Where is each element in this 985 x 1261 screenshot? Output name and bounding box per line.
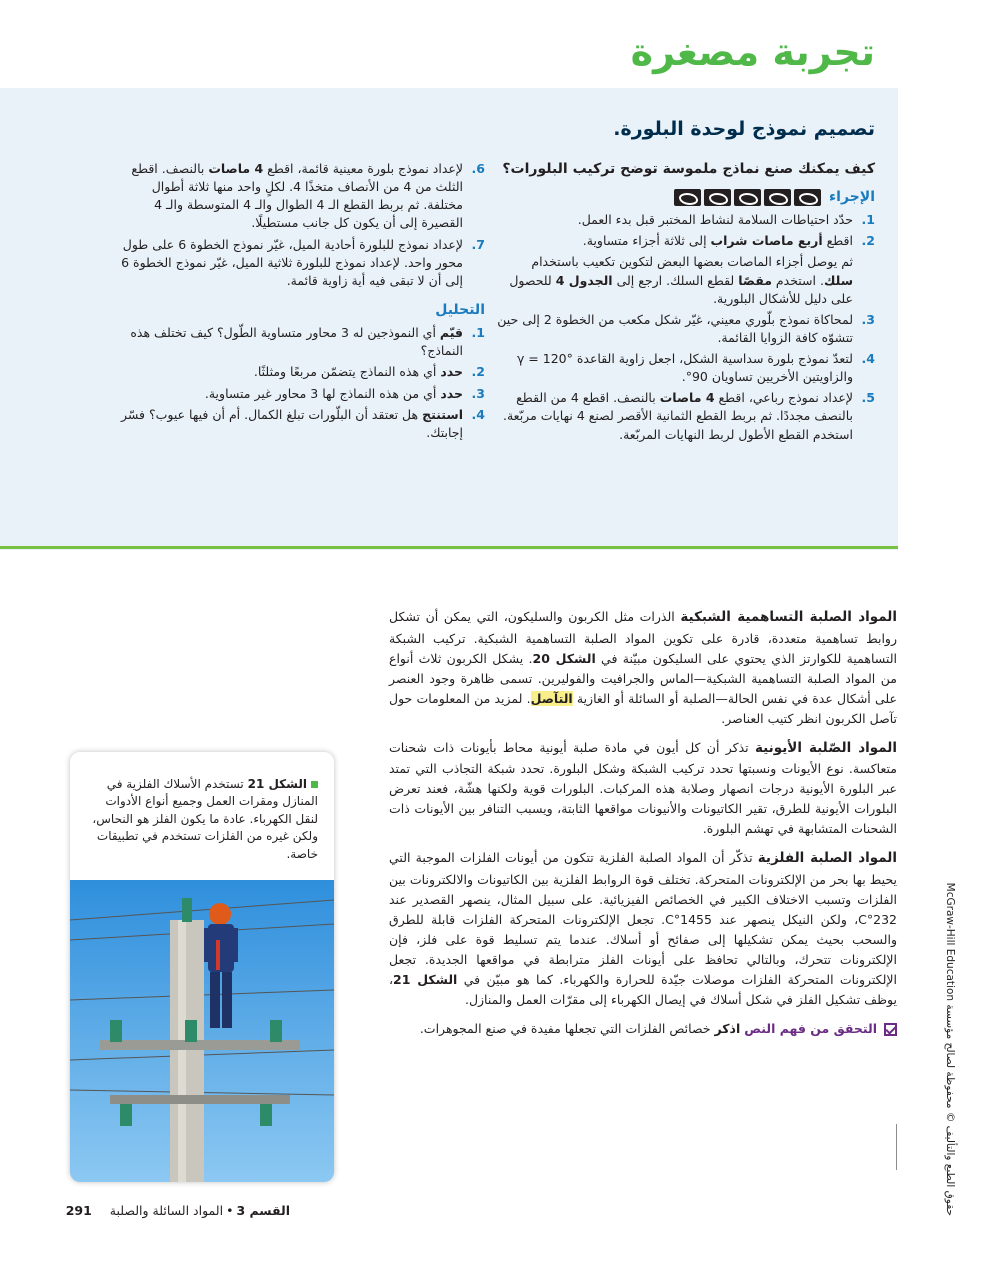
- step-number: 1.: [861, 212, 875, 228]
- analysis-text: حدد أي هذه النماذج يتضمّن مربعًا ومثلثًا.: [253, 364, 463, 380]
- analysis-number: 4.: [471, 406, 485, 422]
- sharp-object-icon: [764, 189, 791, 206]
- page-footer: القسم 3•المواد السائلة والصلبة291: [65, 1203, 290, 1218]
- paragraph-heading: المواد الصلبة التساهمية الشبكية: [680, 609, 897, 625]
- paragraph-metallic-solids: المواد الصلبة الفلزية تذكّر أن المواد الصلبة الفلزية تتكون من أيونات الفلزات الموجبة التي يحيط بها بحر من الإلكترونات المتحركة. تختلف قوة الروابط الفلزية بين الكاتيونات والالكترونات بين الفلزات وتسبب الاختلاف الكبير في الخصائص الفيزيائية. على سبيل المثال، ينصهر القصدير عند 232°C، ولكن النيكل ينصهر عند 1455°C. تجعل الإلكترونات المتحركة الفلزات قابلة للطرق والسحب بحيث يمكن تشكيلها إلى صفائح أو أسلاك. عندما يتم تسليط قوة على فلز، فإن الإلكترونات تتحرك، وبالتالي تحافظ على أيونات الفلز مترابطة في مواقعها الجديدة. تجعل الإلكترونات المتحركة الفلزات موصلات جيّدة للحرارة والكهرباء. كما هو مبيّن في الشكل 21، يوظف تشكيل الفلز في شكل أسلاك في إيصال الكهرباء إلى مقرّات العمل والمنازل.: [389, 850, 898, 1007]
- figure-reference[interactable]: الشكل 21: [393, 971, 458, 987]
- procedure-step-6: [110, 160, 485, 233]
- footer-title: المواد السائلة والصلبة: [109, 1203, 224, 1218]
- reading-check-rule: [896, 1124, 897, 1170]
- hand-wash-icon: [734, 189, 761, 206]
- procedure-step-3: [497, 311, 875, 347]
- procedure-label-row: [497, 187, 875, 207]
- step-text: لإعداد نموذج رباعي، اقطع 4 ماصات بالنصف. اقطع 4 من القطع بالنصف مجددًا. ثم بربط القطع الثمانية الأقصر لصنع 4 نهايات مربّعة. استخدم القطع الأطول لربط النهايات المربّعة.: [502, 390, 853, 442]
- analysis-number: 3.: [471, 385, 485, 401]
- procedure-step-2: [497, 232, 875, 250]
- clothing-protection-icon: [794, 189, 821, 206]
- analysis-text: استنتج هل تعتقد أن البلّورات تبلغ الكمال. أم أن فيها عيوب؟ فسّر إجابتك.: [120, 406, 463, 440]
- analysis-text: حدد أي من هذه النماذج لها 3 محاور غير متساوية.: [204, 385, 463, 401]
- electrician-on-pole-photo: [70, 880, 334, 1182]
- safety-icons: [674, 189, 821, 206]
- step-text: لإعداد نموذج للبلورة أحادية الميل، غيّر نموذج الخطوة 6 على طول محور واحد. لإعداد نموذج للبلورة ثلاثية الميل، غيّر نموذج الخطوة 6 إلى أن لا تبقى فيه أية زاوية قائمة.: [121, 236, 463, 288]
- figure-reference[interactable]: الشكل 20: [532, 650, 596, 666]
- lab-procedure-column: [497, 160, 875, 447]
- caption-marker-icon: [311, 781, 318, 788]
- step-number: 5.: [861, 390, 875, 406]
- step-number: 4.: [861, 351, 875, 367]
- paragraph-heading: المواد الصّلبة الأيونية: [754, 739, 897, 756]
- checkbox-icon: [884, 1023, 897, 1036]
- step-number: 6.: [471, 161, 485, 176]
- footer-unit: القسم 3: [236, 1203, 290, 1218]
- vocabulary-term[interactable]: التآصل: [530, 690, 573, 706]
- goggles-icon: [674, 189, 701, 206]
- analysis-item-4: [110, 406, 485, 442]
- analysis-number: 1.: [471, 325, 485, 341]
- lab-question: كيف يمكنك صنع نماذج ملموسة توضح تركيب البلورات؟: [502, 161, 875, 177]
- paragraph-heading: المواد الصلبة الفلزية: [757, 850, 898, 867]
- analysis-text: قيّم أي النموذجين له 3 محاور متساوية الطّول؟ كيف تختلف هذه النماذج؟: [130, 325, 463, 359]
- analysis-item-3: [110, 385, 485, 403]
- step-text: لإعداد نموذج بلورة معينية قائمة، اقطع 4 ماصات بالنصف. اقطع الثلث من 4 من الأنصاف متخذًا 4. لكلٍ واحد منها ثلاثة أطوال مختلفة. ثم بربط القطع الـ 4 الطوال والـ 4 المتوسطة والـ 4 القصيرة إلى أن يكون كل جانب مستطيلًا.: [131, 161, 463, 231]
- procedure-step-7: [110, 236, 485, 290]
- figure-caption: الشكل 21 تستخدم الأسلاك الفلزية في المنازل ومقرات العمل وجميع أنواع الأدوات لنقل الكهرباء. عادة ما يكون الفلز هو النحاس، ولكن غيره من الفلزات تستخدم في تطبيقات خاصة.: [92, 777, 318, 861]
- step-number: 3.: [861, 311, 875, 327]
- step-text: لتعدّ نموذج بلورة سداسية الشكل، اجعل زاوية القاعدة γ = 120° والزاويتين الأخريين تساويان 90°.: [516, 351, 853, 385]
- mini-lab-subheading: تصميم نموذج لوحدة البلورة.: [613, 118, 875, 140]
- step-text: حدّد احتياطات السلامة لنشاط المختبر قبل بدء العمل.: [577, 212, 853, 228]
- procedure-step-2-continued: ثم يوصل أجزاء الماصات بعضها البعض لتكوين تكعيب باستخدام سلك. استخدم مقصًا لقطع السلك. ارجع إلى الجدول 4 للحصول على دليل للأشكال البلورية.: [509, 254, 853, 306]
- step-number: 7.: [471, 236, 485, 252]
- analysis-item-2: [110, 363, 485, 381]
- figure-21-card: [70, 752, 334, 1182]
- reading-check: التحقق من فهم النص اذكر خصائص الفلزات التي تجعلها مفيدة في صنع المجوهرات.: [389, 1019, 897, 1039]
- procedure-label: الإجراء: [829, 188, 875, 205]
- procedure-step-4: [497, 350, 875, 386]
- procedure-step-1: [497, 211, 875, 229]
- step-text: لمحاكاة نموذج بلّوري معيني، غيّر شكل مكعب من الخطوة 2 إلى حين تتشوّه كافة الزوايا القائمة.: [497, 311, 853, 345]
- figure-label: الشكل 21: [247, 777, 307, 791]
- reading-check-label: التحقق من فهم النص: [744, 1020, 878, 1036]
- analysis-item-1: [110, 324, 485, 360]
- main-text-column: [389, 607, 897, 1039]
- analysis-number: 2.: [471, 364, 485, 380]
- step-number: 2.: [861, 233, 875, 249]
- step-text: اقطع أربع ماصات شراب إلى ثلاثة أجزاء متساوية.: [582, 233, 853, 249]
- paragraph-ionic-solids: المواد الصّلبة الأيونية تذكر أن كل أيون في مادة صلبة أيونية محاط بأيونات ذات شحنات متعاكسة. نوع الأيونات ونسبتها تحدد تركيب الشبكة وشكل البلورة. تحدد شبكة التجاذب التي تمتد عبر البلورة الأيونية درجات انصهار وصلابة هذه المركبات. البلورات قوية ولكنها هشّة، فعند تعرض البلورات الأيونية للطرق، تقير الكاتيونات والأنيونات مواقعها الثابتة، ويسبب التنافر بين الأيونات ذات الشحنات المتشابهة في تهشم البلورة.: [389, 739, 897, 837]
- paragraph-network-solids: المواد الصلبة التساهمية الشبكية الذرات مثل الكربون والسليكون، التي يمكن أن تشكل روابط تساهمية متعددة، قادرة على تكوين المواد الصلبة التساهمية الشبكية. تركيب الشبكة التساهمية للكوارتز الذي يحتوي على السليكون مبيّنة في الشكل 20. يشكل الكربون ثلاث أنواع من المواد الصلبة التساهمية الشبكية—الماس والجرافيت والفوليرين. تسمى ظاهرة وجود العنصر على أشكال عدة في نفس الحالة—الصلبة أو السائلة أو الغازية التآصل. لمزيد من المعلومات حول تآصل الكربون انظر كتيب العناصر.: [389, 609, 897, 726]
- analysis-label: التحليل: [435, 301, 485, 318]
- lab-analysis-column: [110, 160, 485, 445]
- page-number: 291: [65, 1203, 92, 1218]
- copyright-credit: حقوق الطبع والتأليف © محفوظة لصالح مؤسسة McGraw-Hill Education: [944, 882, 956, 1216]
- mini-lab-divider: [0, 546, 898, 549]
- lab-coat-icon: [704, 189, 731, 206]
- mini-lab-heading: تجربة مصغرة: [630, 30, 875, 74]
- procedure-step-5: [497, 389, 875, 443]
